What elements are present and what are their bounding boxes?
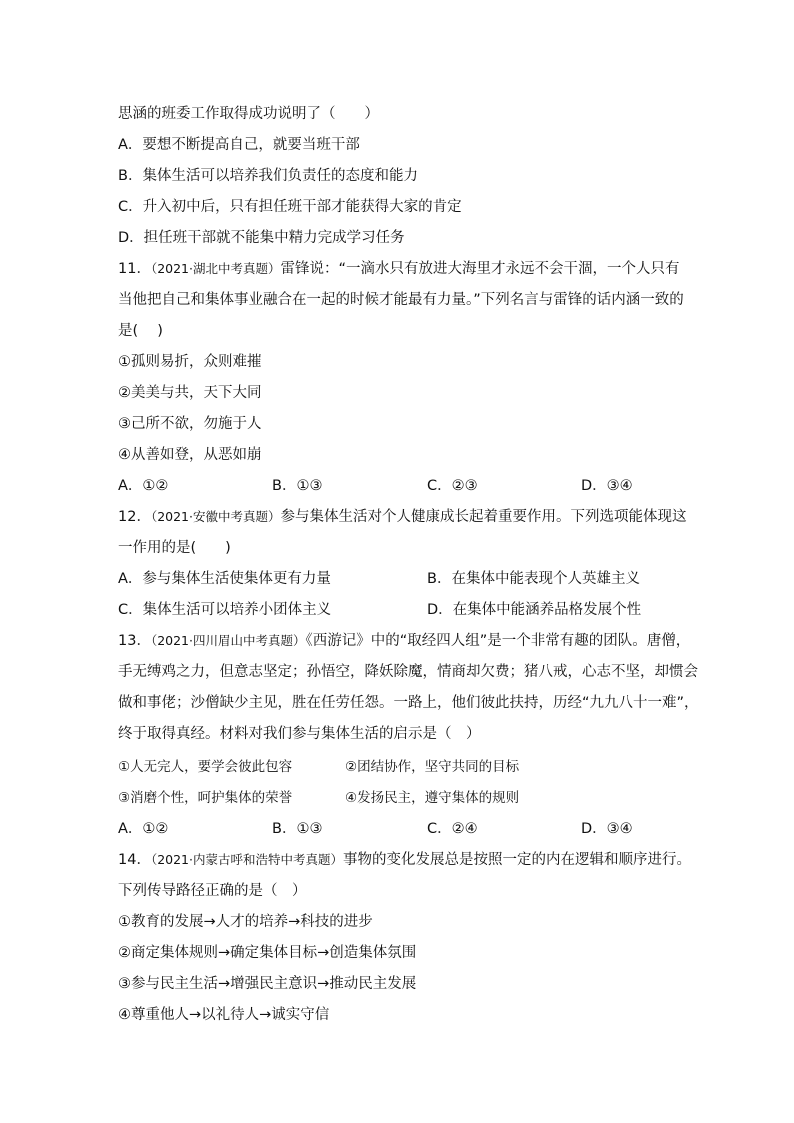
q13-item-1: ①人无完人，要学会彼此包容 xyxy=(118,759,293,775)
q11-source: （2021·湖北中考真题） xyxy=(150,261,281,276)
q11-number: 11． xyxy=(118,261,151,277)
q14-stem-line1 xyxy=(118,850,691,870)
q13-item-4: ④发扬民主，遵守集体的规则 xyxy=(345,790,520,806)
q13-item-2: ②团结协作，坚守共同的目标 xyxy=(345,759,520,775)
q10-option-a: A．要想不断提高自己，就要当班干部 xyxy=(118,137,360,153)
q12-stem-line2: 一作用的是( ) xyxy=(118,540,231,556)
q10-option-d: D．担任班干部就不能集中精力完成学习任务 xyxy=(118,230,405,246)
q11-item-1: ①孤则易折，众则难摧 xyxy=(118,354,262,370)
q14-stem-text: 事物的变化发展总是按照一定的内在逻辑和顺序进行。 xyxy=(343,852,691,868)
q13-stem-line4: 终于取得真经。材料对我们参与集体生活的启示是（ ） xyxy=(118,726,481,742)
q13-stem-line1 xyxy=(118,631,690,651)
q11-choice-d: D．③④ xyxy=(581,478,633,494)
q12-choice-c: C．集体生活可以培养小团体主义 xyxy=(118,602,332,618)
q14-item-2: ②商定集体规则→确定集体目标→创造集体氛围 xyxy=(118,945,417,961)
q11-stem-line1 xyxy=(118,259,680,279)
q13-choice-b: B．①③ xyxy=(272,821,323,837)
q14-number: 14． xyxy=(118,852,151,868)
q14-stem-line2: 下列传导路径正确的是（ ） xyxy=(118,883,307,899)
q11-stem-line3: 是( ) xyxy=(118,323,163,339)
q13-stem-text: 《西游记》中的“取经四人组”是一个非常有趣的团队。唐僧， xyxy=(305,633,691,649)
q12-source: （2021·安徽中考真题） xyxy=(150,509,281,524)
q12-choice-d: D．在集体中能涵养品格发展个性 xyxy=(427,602,642,618)
q11-stem-line2: 当他把自己和集体事业融合在一起的时候才能最有力量。”下列名言与雷锋的话内涵一致的 xyxy=(118,292,684,308)
q12-choice-a: A．参与集体生活使集体更有力量 xyxy=(118,571,331,587)
q12-number: 12． xyxy=(118,509,151,525)
q13-stem-line2: 手无缚鸡之力，但意志坚定；孙悟空，降妖除魔，情商却欠费；猪八戒，心志不坚，却惯会 xyxy=(118,664,698,680)
q14-item-3: ③参与民主生活→增强民主意识→推动民主发展 xyxy=(118,976,417,992)
q11-stem-text: 雷锋说：“一滴水只有放进大海里才永远不会干涸，一个人只有 xyxy=(280,261,680,277)
q13-stem-line3: 做和事佬；沙僧缺少主见，胜在任劳任怨。一路上，他们彼此扶持，历经“九九八十一难”， xyxy=(118,695,699,711)
q11-choice-b: B．①③ xyxy=(272,478,323,494)
q11-choice-a: A．①② xyxy=(118,478,169,494)
q11-item-4: ④从善如登，从恶如崩 xyxy=(118,447,262,463)
q13-number: 13． xyxy=(118,633,151,649)
q10-option-c: C．升入初中后，只有担任班干部才能获得大家的肯定 xyxy=(118,199,462,215)
q10-option-b: B．集体生活可以培养我们负责任的态度和能力 xyxy=(118,168,418,184)
q11-item-3: ③己所不欲，勿施于人 xyxy=(118,416,262,432)
q13-choice-c: C．②④ xyxy=(427,821,478,837)
q14-item-4: ④尊重他人→以礼待人→诚实守信 xyxy=(118,1007,330,1023)
q12-stem-line1 xyxy=(118,507,687,527)
q13-source: （2021·四川眉山中考真题） xyxy=(150,633,306,648)
q11-choice-c: C．②③ xyxy=(427,478,478,494)
q13-choice-d: D．③④ xyxy=(581,821,633,837)
q14-source: （2021·内蒙古呼和浩特中考真题） xyxy=(150,852,343,867)
q10-stem: 思涵的班委工作取得成功说明了（ ） xyxy=(118,106,379,122)
q12-choice-b: B．在集体中能表现个人英雄主义 xyxy=(427,571,640,587)
q14-item-1: ①教育的发展→人才的培养→科技的进步 xyxy=(118,914,373,930)
q11-item-2: ②美美与共，天下大同 xyxy=(118,385,262,401)
q13-item-3: ③消磨个性，呵护集体的荣誉 xyxy=(118,790,293,806)
q12-stem-text: 参与集体生活对个人健康成长起着重要作用。下列选项能体现这 xyxy=(280,509,687,525)
q13-choice-a: A．①② xyxy=(118,821,169,837)
